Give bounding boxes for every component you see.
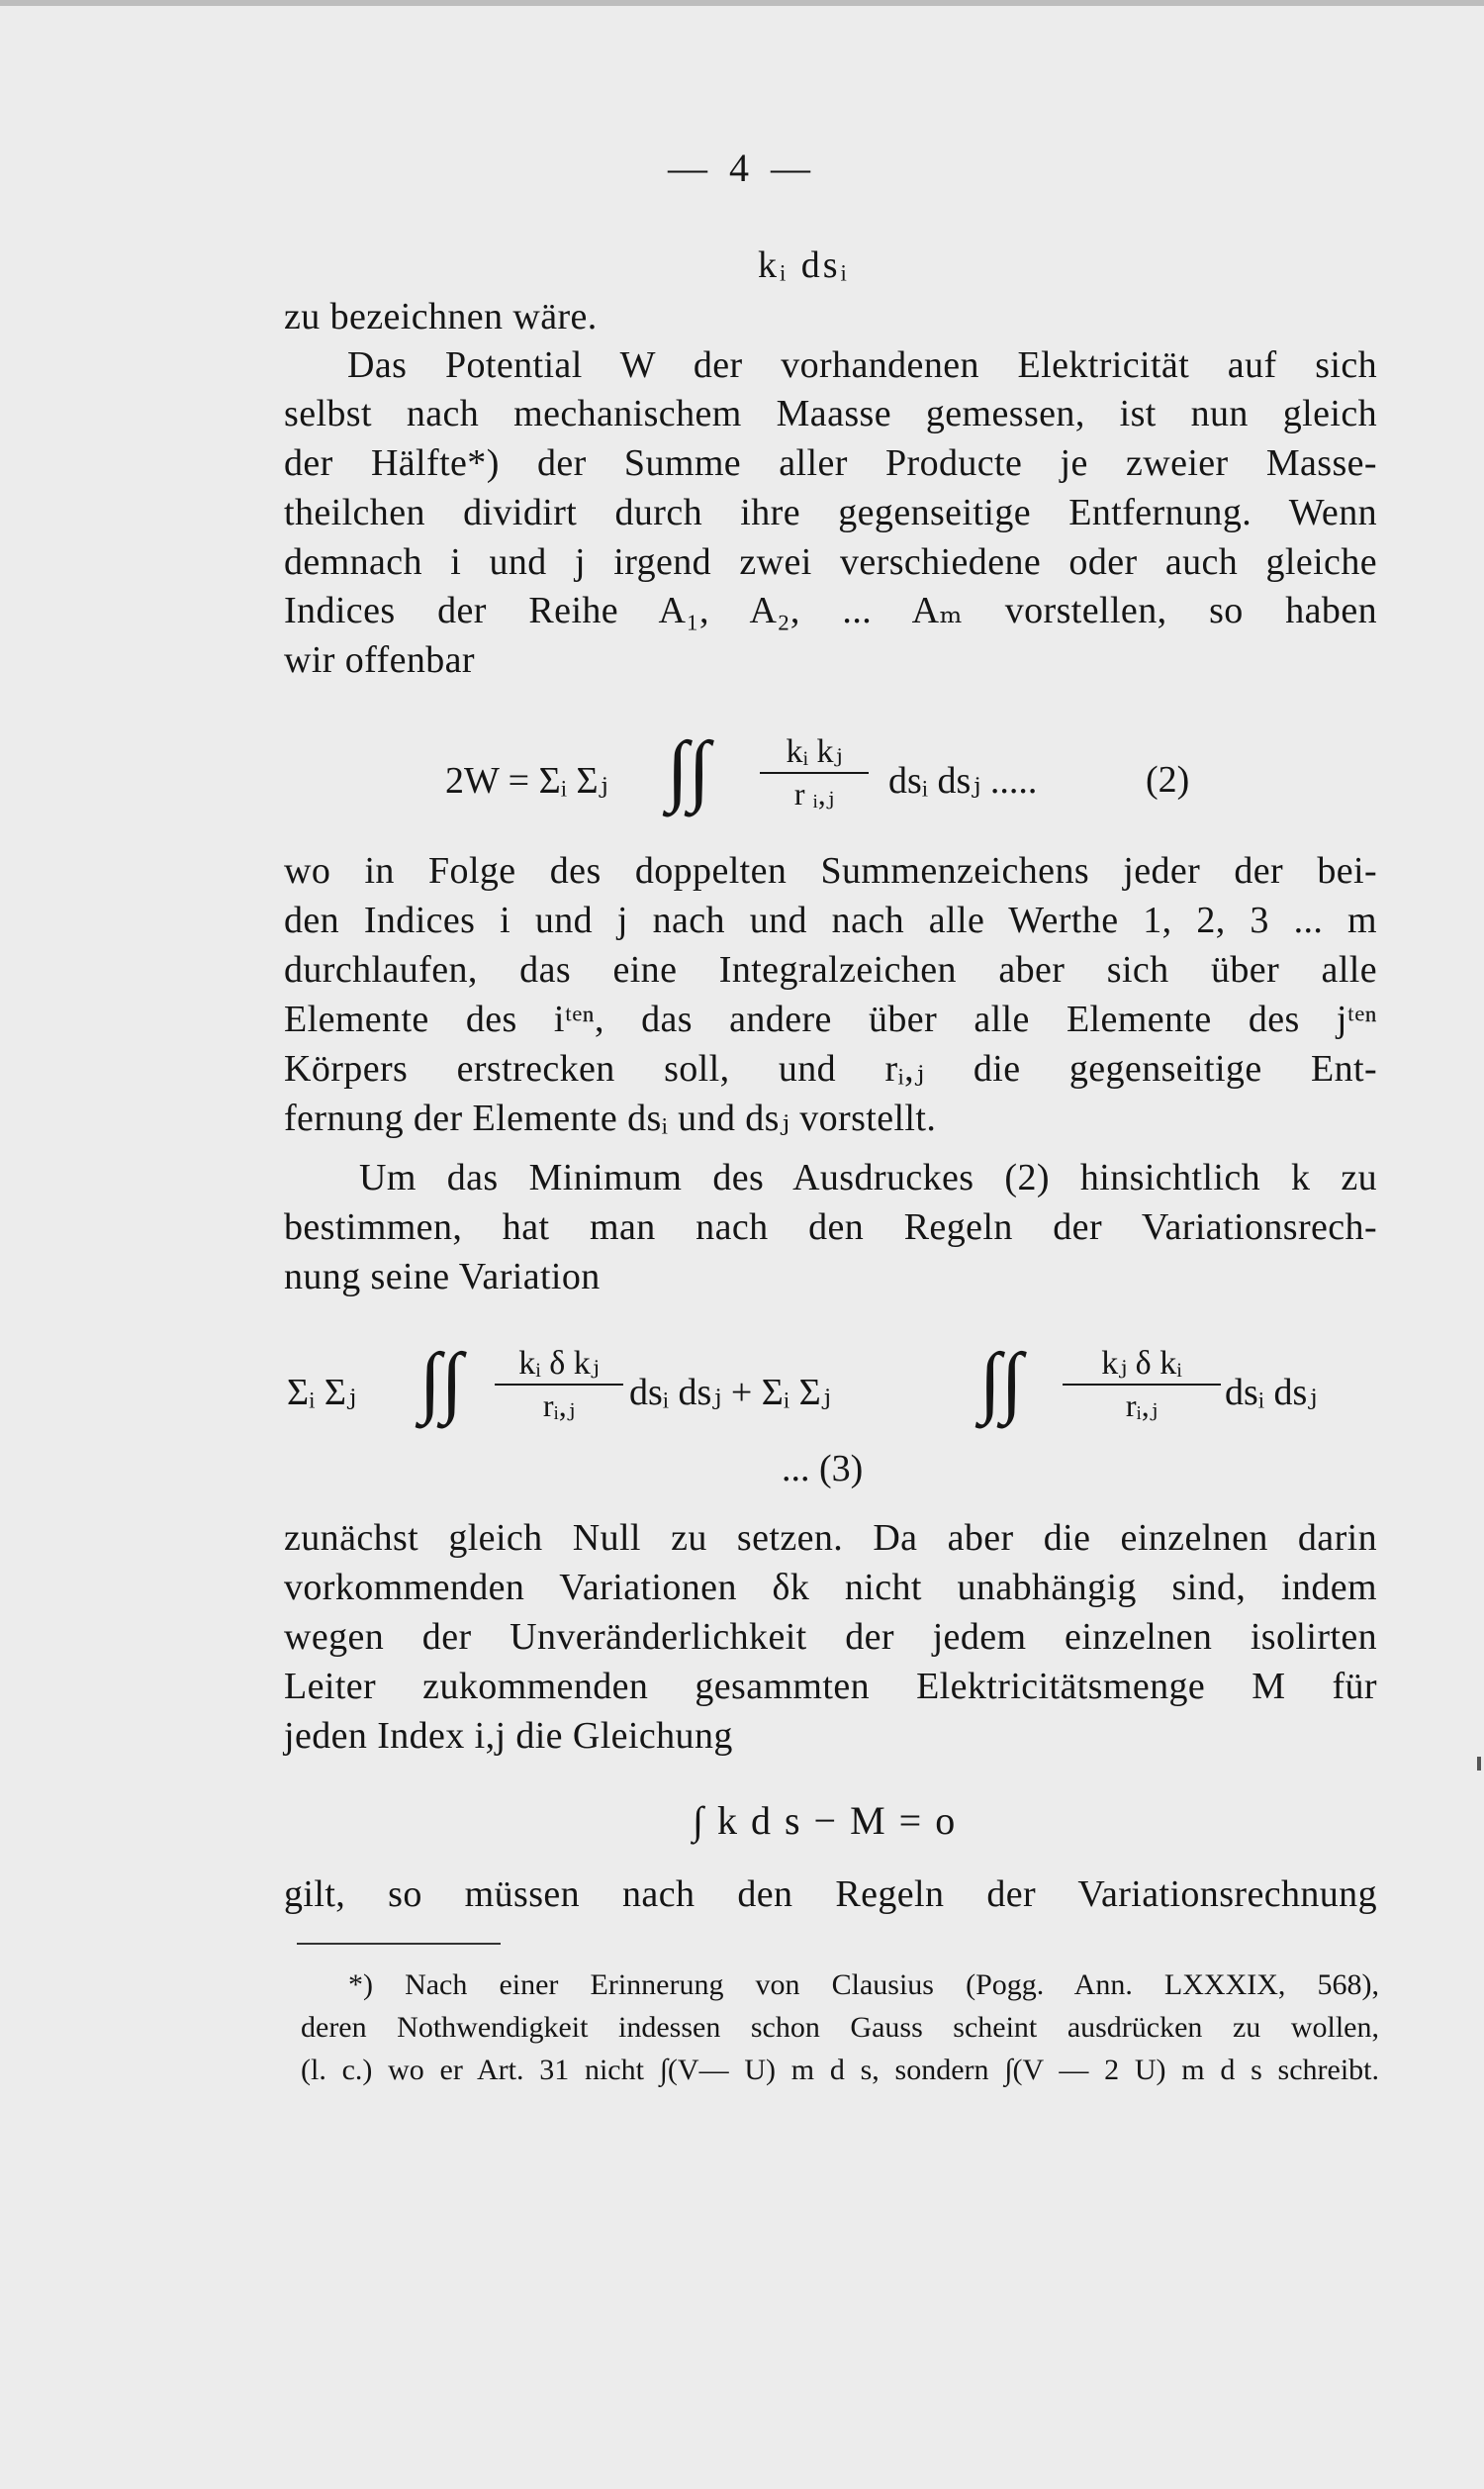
text-line: wo in Folge des doppelten Summenzeichens jeder der bei- (284, 850, 1377, 892)
text-line: nung seine Variation (284, 1256, 601, 1297)
eq3-label: ... (3) (782, 1448, 864, 1489)
text-line: durchlaufen, das eine Integralzeichen aber sich über alle (284, 949, 1377, 991)
text-line: Das Potential W der vorhandenen Elektricität auf sich (347, 344, 1377, 386)
page-number: — 4 — (668, 145, 816, 190)
text-line: den Indices i und j nach und nach alle Werthe 1, 2, 3 ... m (284, 900, 1377, 941)
text-line: Leiter zukommenden gesammten Elektricitätsmenge M für (284, 1666, 1377, 1707)
equation-4: ∫ k d s − M = o (693, 1798, 958, 1843)
text-line: zunächst gleich Null zu setzen. Da aber die einzelnen darin (284, 1517, 1377, 1559)
text-line: Körpers erstrecken soll, und rᵢ,ⱼ die gegenseitige Ent- (284, 1048, 1377, 1090)
eq2-label: (2) (1146, 759, 1190, 801)
text-line: theilchen dividirt durch ihre gegenseitige Entfernung. Wenn (284, 492, 1377, 533)
eq3-fraction-2 (1063, 1344, 1221, 1425)
footnote-line: (l. c.) wo er Art. 31 nicht ∫(V— U) m d s, sondern ∫(V — 2 U) m d s schreibt. (301, 2054, 1379, 2086)
text-line: Elemente des iᵗᵉⁿ, das andere über alle Elemente des jᵗᵉⁿ (284, 999, 1377, 1040)
eq3-integral-2: ∫∫ (979, 1338, 1023, 1425)
text-line: demnach i und j irgend zwei verschiedene oder auch gleiche (284, 541, 1377, 583)
text-line: selbst nach mechanischem Maasse gemessen, ist nun gleich (284, 393, 1377, 434)
eq2-numerator: kᵢ kⱼ (760, 732, 869, 774)
text-line: bestimmen, hat man nach den Regeln der Variationsrech- (284, 1206, 1377, 1248)
eq3-middle: dsᵢ dsⱼ + Σᵢ Σⱼ (629, 1372, 831, 1413)
text-line: Um das Minimum des Ausdruckes (2) hinsichtlich k zu (359, 1157, 1377, 1198)
eq3-fraction-1 (495, 1344, 623, 1425)
text-line: wegen der Unveränderlichkeit der jedem einzelnen isolirten (284, 1616, 1377, 1658)
eq2-integral: ∫∫ (667, 726, 710, 814)
eq2-denominator: r ᵢ,ⱼ (793, 776, 835, 812)
eq3-sum-1: Σᵢ Σⱼ (287, 1372, 356, 1413)
scan-mark (1477, 1757, 1481, 1771)
top-formula: kᵢ dsᵢ (758, 244, 850, 286)
text-line: vorkommenden Variationen δk nicht unabhängig sind, indem (284, 1567, 1377, 1608)
eq2-fraction (760, 732, 869, 814)
text-line: der Hälfte*) der Summe aller Producte je zweier Masse- (284, 442, 1377, 484)
footnote-line: deren Nothwendigkeit indessen schon Gauss scheint ausdrücken zu wollen, (301, 2011, 1379, 2044)
footnote-rule (297, 1943, 501, 1945)
eq2-lhs: 2W = Σᵢ Σⱼ (445, 760, 608, 802)
eq3-denominator-2: rᵢ,ⱼ (1125, 1388, 1159, 1423)
eq2-rhs: dsᵢ dsⱼ ..... (888, 760, 1038, 802)
text-line: Indices der Reihe A₁, A₂, ... Aₘ vorstellen, so haben (284, 590, 1377, 631)
text-line: jeden Index i,j die Gleichung (284, 1715, 733, 1757)
eq3-integral-1: ∫∫ (419, 1338, 463, 1425)
eq3-tail: dsᵢ dsⱼ (1225, 1372, 1318, 1413)
eq3-denominator-1: rᵢ,ⱼ (542, 1388, 576, 1423)
page-top-edge (0, 0, 1484, 6)
eq3-numerator-1: kᵢ δ kⱼ (495, 1344, 623, 1386)
text-line: gilt, so müssen nach den Regeln der Variationsrechnung (284, 1873, 1377, 1915)
text-line: zu bezeichnen wäre. (284, 296, 598, 337)
text-line: wir offenbar (284, 639, 475, 681)
text-line: fernung der Elemente dsᵢ und dsⱼ vorstellt. (284, 1098, 937, 1139)
footnote-line: *) Nach einer Erinnerung von Clausius (Pogg. Ann. LXXXIX, 568), (348, 1968, 1379, 2001)
eq3-numerator-2: kⱼ δ kᵢ (1063, 1344, 1221, 1386)
